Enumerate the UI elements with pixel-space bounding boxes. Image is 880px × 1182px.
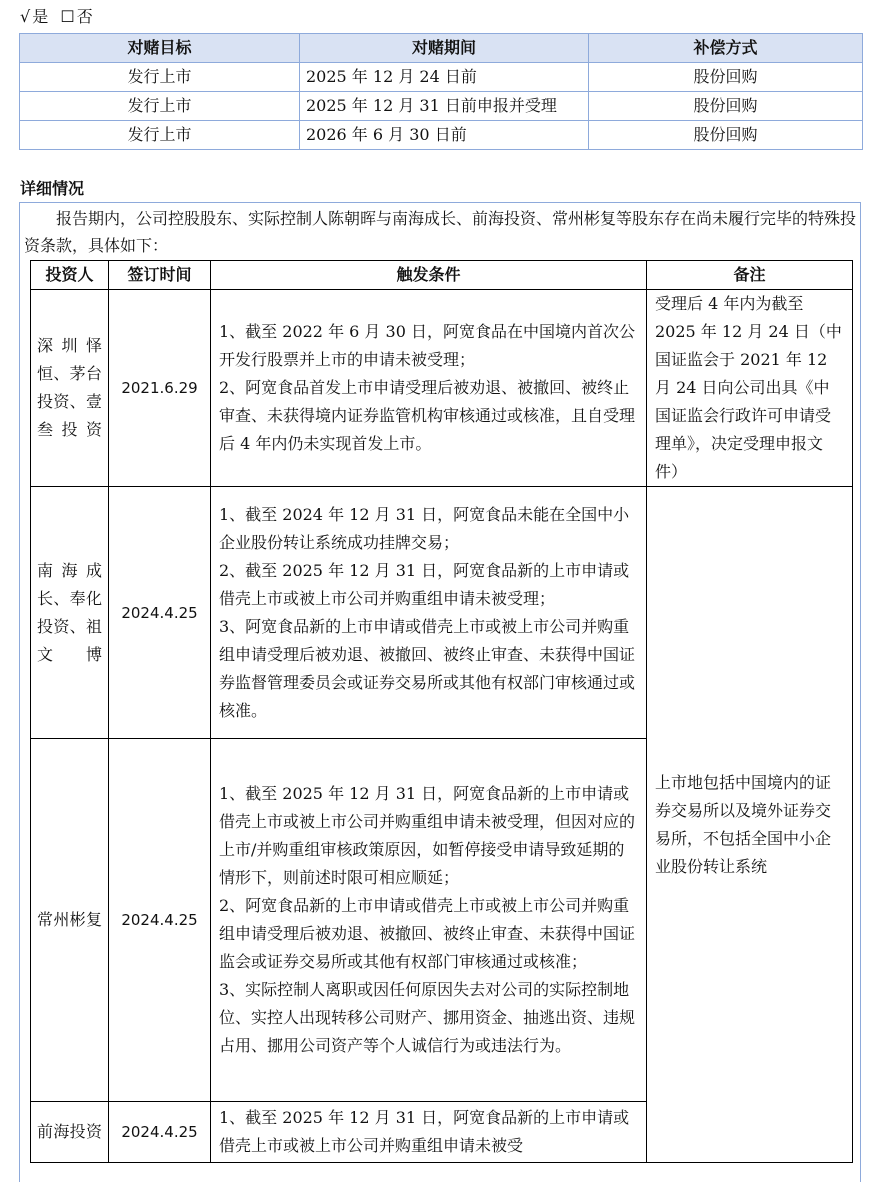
header-note: 备注: [647, 261, 853, 290]
condition-item: 2、阿宽食品首发上市申请受理后被劝退、被撤回、被终止审查、未获得境内证券监管机构审核通过或核准，且自受理后 4 年内仍未实现首发上市。: [219, 378, 636, 453]
cell-investor: 常州彬复: [31, 739, 109, 1102]
cell-investor: 南海成长、奉化投资、祖文博: [31, 487, 109, 739]
table-row: [20, 92, 863, 121]
table-row: [20, 63, 863, 92]
cell-period: 2025 年 12 月 24 日前: [300, 63, 589, 92]
table-row: [31, 487, 853, 739]
cell-period: 2025 年 12 月 31 日前申报并受理: [300, 92, 589, 121]
cell-compensation: 股份回购: [589, 121, 863, 150]
cell-investor: 深圳怿恒、茅台投资、壹叁投资: [31, 290, 109, 487]
cell-compensation: 股份回购: [589, 63, 863, 92]
cell-date: 2024.4.25: [109, 1102, 211, 1163]
cell-date: 2024.4.25: [109, 487, 211, 739]
condition-item: 1、截至 2025 年 12 月 31 日，阿宽食品新的上市申请或借壳上市或被上市公司并购重组申请未被受理，但因对应的上市/并购重组审核政策原因，如暂停接受申请导致延期的情形下，则前述时限可相应顺延；: [219, 784, 636, 887]
cell-target: 发行上市: [20, 121, 300, 150]
header-compensation: 补偿方式: [589, 34, 863, 63]
condition-item: 2、截至 2025 年 12 月 31 日，阿宽食品新的上市申请或借壳上市或被上市公司并购重组申请未被受理；: [219, 560, 630, 608]
cell-target: 发行上市: [20, 63, 300, 92]
header-target: 对赌目标: [20, 34, 300, 63]
cell-period: 2026 年 6 月 30 日前: [300, 121, 589, 150]
intro-paragraph: 报告期内，公司控股股东、实际控制人陈朝晖与南海成长、前海投资、常州彬复等股东存在尚未履行完毕的特殊投资条款，具体如下：: [24, 209, 857, 255]
gamble-checkbox-line: [20, 6, 95, 28]
condition-item: 2、阿宽食品新的上市申请或借壳上市或被上市公司并购重组申请受理后被劝退、被撤回、被终止审查、未获得中国证监会或证券交易所或其他有权部门审核通过或核准；: [219, 896, 636, 971]
yes-label: 是: [32, 7, 49, 26]
table-row: [31, 290, 853, 487]
cell-note: 受理后 4 年内为截至 2025 年 12 月 24 日（中国证监会于 2021 年 12 月 24 日向公司出具《中国证监会行政许可申请受理单》，决定受理申报文件）: [647, 290, 853, 487]
section-title: 详细情况: [20, 179, 85, 198]
header-trigger: 触发条件: [211, 261, 647, 290]
cell-conditions: [211, 290, 647, 487]
cell-investor: 前海投资: [31, 1102, 109, 1163]
condition-item: 1、截至 2024 年 12 月 31 日，阿宽食品未能在全国中小企业股份转让系统成功挂牌交易；: [219, 504, 630, 552]
table-header-row: [31, 261, 853, 290]
cell-conditions: [211, 1102, 647, 1163]
gamble-summary-table: [19, 33, 863, 150]
cell-note: 上市地包括中国境内的证券交易所以及境外证券交易所，不包括全国中小企业股份转让系统: [647, 487, 853, 1163]
table-row: [20, 121, 863, 150]
condition-item: 1、截至 2022 年 6 月 30 日，阿宽食品在中国境内首次公开发行股票并上市的申请未被受理；: [219, 322, 635, 369]
condition-item: 3、实际控制人离职或因任何原因失去对公司的实际控制地位、实控人出现转移公司财产、挪用资金、抽逃出资、违规占用、挪用公司资产等个人诚信行为或违法行为。: [219, 980, 636, 1055]
check-mark-icon: √: [20, 7, 31, 26]
no-label: 否: [76, 7, 93, 26]
cell-conditions: [211, 487, 647, 739]
condition-item: 1、截至 2025 年 12 月 31 日，阿宽食品新的上市申请或借壳上市或被上市公司并购重组申请未被受: [219, 1108, 630, 1155]
empty-checkbox-icon: ☐: [60, 7, 75, 26]
header-period: 对赌期间: [300, 34, 589, 63]
investment-terms-table: [30, 260, 853, 1163]
cell-conditions: [211, 739, 647, 1102]
header-investor: 投资人: [31, 261, 109, 290]
cell-date: 2021.6.29: [109, 290, 211, 487]
header-sign-date: 签订时间: [109, 261, 211, 290]
table-header-row: [20, 34, 863, 63]
cell-compensation: 股份回购: [589, 92, 863, 121]
condition-item: 3、阿宽食品新的上市申请或借壳上市或被上市公司并购重组申请受理后被劝退、被撤回、被终止审查、未获得中国证券监督管理委员会或证券交易所或其他有权部门审核通过或核准。: [219, 616, 636, 720]
cell-date: 2024.4.25: [109, 739, 211, 1102]
cell-target: 发行上市: [20, 92, 300, 121]
detail-box: [19, 202, 861, 1182]
